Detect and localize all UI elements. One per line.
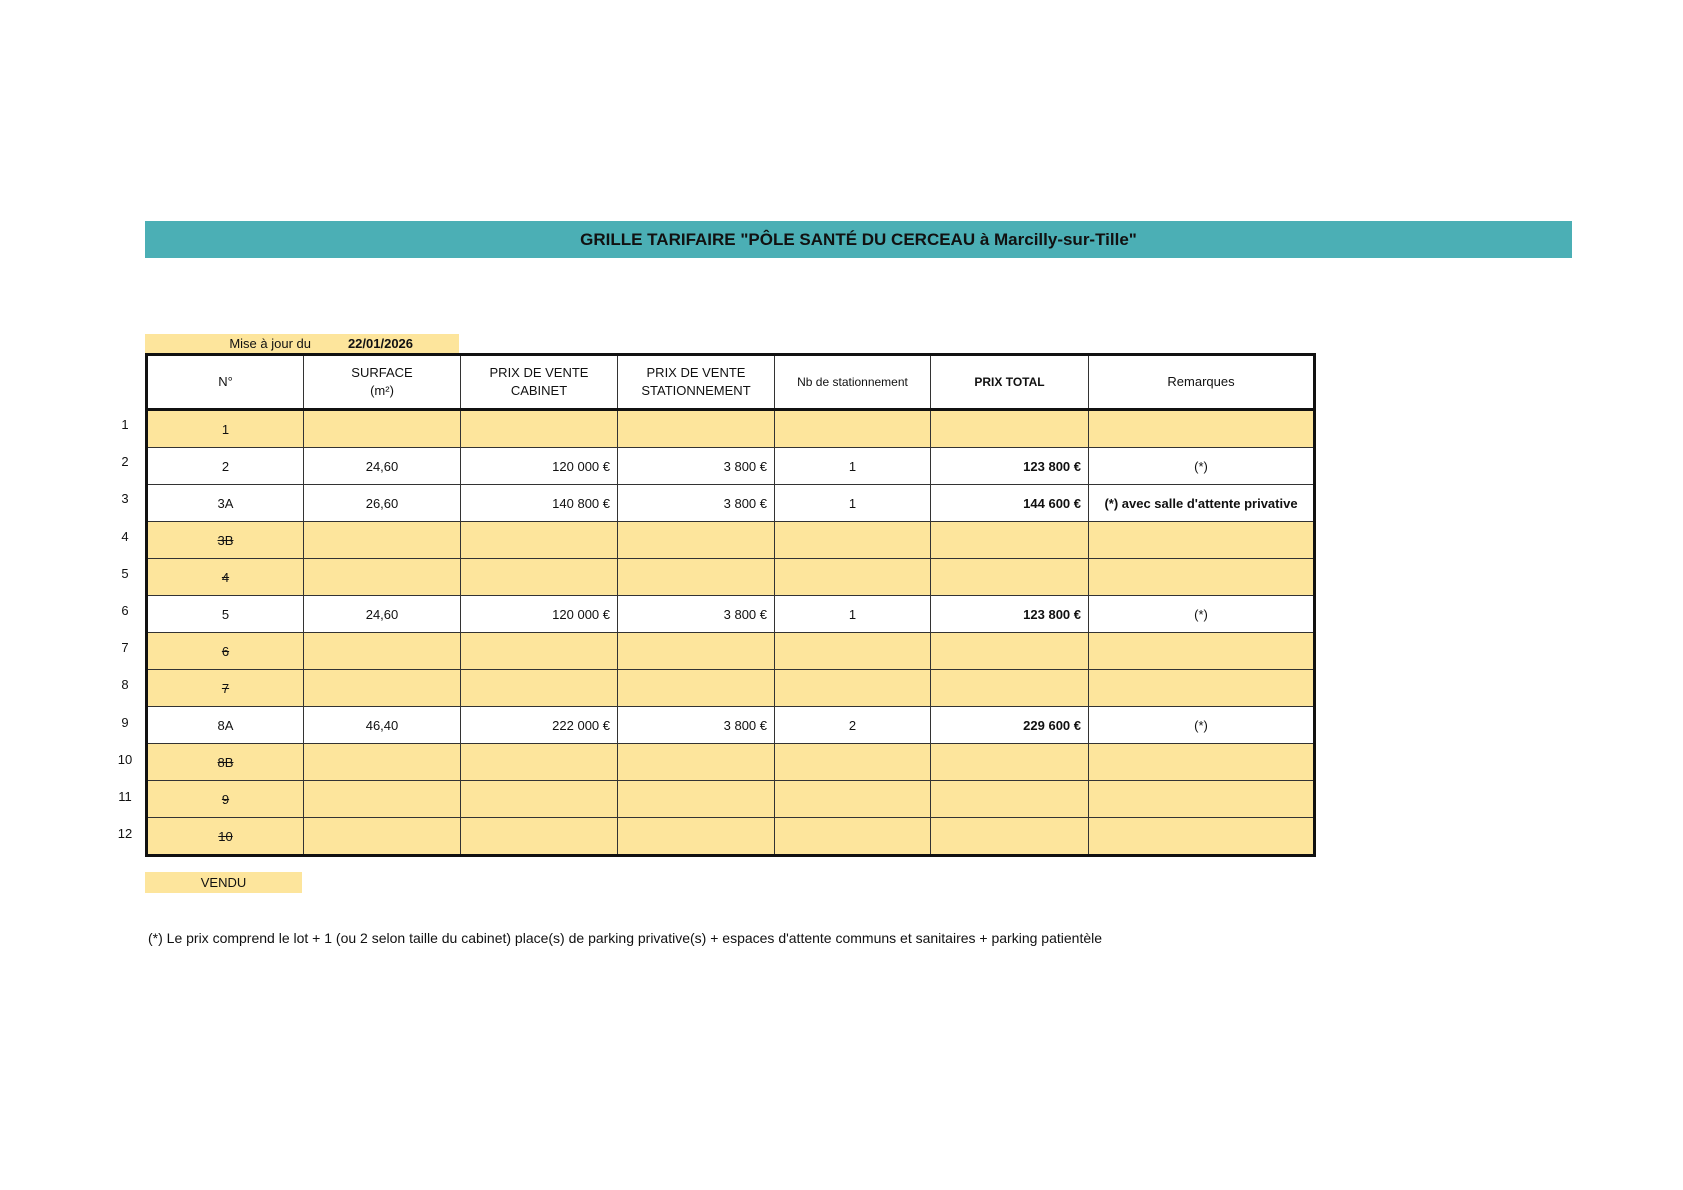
table-row [147, 485, 1315, 522]
nb-stationnement-cell [775, 781, 931, 818]
lot-number-cell: 3A [147, 485, 304, 522]
prix-cabinet-cell [461, 410, 618, 448]
prix-stationnement-cell: 3 800 € [618, 448, 775, 485]
header-prix-total: PRIX TOTAL [931, 355, 1089, 410]
nb-stationnement-cell: 2 [775, 707, 931, 744]
lot-number-cell: 7 [147, 670, 304, 707]
remarques-cell [1089, 670, 1315, 707]
surface-cell: 46,40 [304, 707, 461, 744]
remarques-cell: (*) [1089, 596, 1315, 633]
table-row [147, 559, 1315, 596]
prix-total-cell: 123 800 € [931, 448, 1089, 485]
row-number: 10 [117, 751, 133, 767]
lot-number-cell: 6 [147, 633, 304, 670]
surface-cell: 26,60 [304, 485, 461, 522]
remarques-cell: (*) [1089, 448, 1315, 485]
row-number: 8 [121, 677, 129, 693]
table-row [147, 707, 1315, 744]
lot-number-cell: 10 [147, 818, 304, 856]
prix-cabinet-cell [461, 522, 618, 559]
surface-cell [304, 633, 461, 670]
row-number: 9 [121, 714, 129, 730]
row-number: 12 [117, 826, 133, 842]
prix-cabinet-cell [461, 670, 618, 707]
prix-cabinet-cell: 140 800 € [461, 485, 618, 522]
surface-cell [304, 781, 461, 818]
prix-cabinet-cell: 120 000 € [461, 448, 618, 485]
row-number: 7 [121, 640, 129, 656]
header-prix-stationnement: PRIX DE VENTE STATIONNEMENT [618, 355, 775, 410]
price-table [145, 353, 1316, 857]
remarques-cell [1089, 522, 1315, 559]
table-row [147, 522, 1315, 559]
nb-stationnement-cell [775, 670, 931, 707]
lot-number-cell: 8A [147, 707, 304, 744]
prix-cabinet-cell [461, 559, 618, 596]
row-number: 11 [118, 788, 132, 804]
lot-number-cell: 9 [147, 781, 304, 818]
row-number: 6 [121, 602, 129, 618]
prix-cabinet-cell [461, 818, 618, 856]
prix-cabinet-cell [461, 781, 618, 818]
remarques-cell: (*) avec salle d'attente privative [1089, 485, 1315, 522]
table-row [147, 670, 1315, 707]
prix-stationnement-cell [618, 633, 775, 670]
title-band [145, 221, 1572, 258]
prix-total-cell [931, 781, 1089, 818]
prix-total-cell [931, 633, 1089, 670]
prix-cabinet-cell [461, 744, 618, 781]
header-prix-cabinet: PRIX DE VENTE CABINET [461, 355, 618, 410]
prix-stationnement-cell: 3 800 € [618, 707, 775, 744]
page-title: GRILLE TARIFAIRE "PÔLE SANTÉ DU CERCEAU à Marcilly-sur-Tille" [580, 229, 1137, 249]
nb-stationnement-cell: 1 [775, 485, 931, 522]
prix-total-cell [931, 670, 1089, 707]
prix-stationnement-cell: 3 800 € [618, 596, 775, 633]
nb-stationnement-cell [775, 633, 931, 670]
prix-stationnement-cell [618, 559, 775, 596]
prix-stationnement-cell [618, 744, 775, 781]
prix-cabinet-cell: 222 000 € [461, 707, 618, 744]
remarques-cell [1089, 410, 1315, 448]
table-row [147, 818, 1315, 856]
prix-total-cell [931, 410, 1089, 448]
surface-cell [304, 410, 461, 448]
header-nb-stationnement: Nb de stationnement [775, 355, 931, 410]
legend-vendu: VENDU [145, 872, 302, 893]
nb-stationnement-cell [775, 818, 931, 856]
row-number: 3 [121, 491, 129, 507]
table-row [147, 596, 1315, 633]
nb-stationnement-cell [775, 522, 931, 559]
surface-cell: 24,60 [304, 596, 461, 633]
surface-cell [304, 818, 461, 856]
remarques-cell [1089, 744, 1315, 781]
prix-cabinet-cell [461, 633, 618, 670]
prix-stationnement-cell [618, 818, 775, 856]
remarques-cell [1089, 818, 1315, 856]
prix-total-cell: 144 600 € [931, 485, 1089, 522]
lot-number-cell: 1 [147, 410, 304, 448]
prix-total-cell [931, 818, 1089, 856]
table-row [147, 633, 1315, 670]
lot-number-cell: 3B [147, 522, 304, 559]
header-num: N° [147, 355, 304, 410]
row-number: 4 [121, 528, 129, 544]
remarques-cell [1089, 633, 1315, 670]
prix-stationnement-cell [618, 781, 775, 818]
lot-number-cell: 8B [147, 744, 304, 781]
nb-stationnement-cell: 1 [775, 448, 931, 485]
prix-stationnement-cell [618, 522, 775, 559]
nb-stationnement-cell [775, 410, 931, 448]
lot-number-cell: 2 [147, 448, 304, 485]
prix-total-cell [931, 522, 1089, 559]
prix-total-cell: 123 800 € [931, 596, 1089, 633]
row-number: 2 [121, 454, 129, 470]
prix-total-cell: 229 600 € [931, 707, 1089, 744]
table-row [147, 410, 1315, 448]
prix-stationnement-cell: 3 800 € [618, 485, 775, 522]
surface-cell [304, 559, 461, 596]
update-band [145, 334, 459, 353]
surface-cell [304, 670, 461, 707]
prix-total-cell [931, 559, 1089, 596]
prix-total-cell [931, 744, 1089, 781]
prix-stationnement-cell [618, 670, 775, 707]
surface-cell [304, 744, 461, 781]
update-date: 22/01/2026 [347, 336, 414, 351]
prix-stationnement-cell [618, 410, 775, 448]
prix-cabinet-cell: 120 000 € [461, 596, 618, 633]
update-label: Mise à jour du [229, 336, 311, 351]
lot-number-cell: 5 [147, 596, 304, 633]
row-numbers [110, 406, 140, 852]
footnote: (*) Le prix comprend le lot + 1 (ou 2 selon taille du cabinet) place(s) de parking privative(s) + espaces d'attente communs et sanitaires + parking patientèle [148, 930, 1103, 946]
nb-stationnement-cell: 1 [775, 596, 931, 633]
table-row [147, 448, 1315, 485]
remarques-cell [1089, 781, 1315, 818]
remarques-cell: (*) [1089, 707, 1315, 744]
table-row [147, 781, 1315, 818]
surface-cell: 24,60 [304, 448, 461, 485]
table-row [147, 744, 1315, 781]
header-row [147, 355, 1315, 410]
remarques-cell [1089, 559, 1315, 596]
row-number: 1 [121, 417, 129, 432]
surface-cell [304, 522, 461, 559]
nb-stationnement-cell [775, 744, 931, 781]
row-number: 5 [121, 565, 129, 581]
lot-number-cell: 4 [147, 559, 304, 596]
nb-stationnement-cell [775, 559, 931, 596]
header-remarques: Remarques [1089, 355, 1315, 410]
header-surface: SURFACE (m²) [304, 355, 461, 410]
